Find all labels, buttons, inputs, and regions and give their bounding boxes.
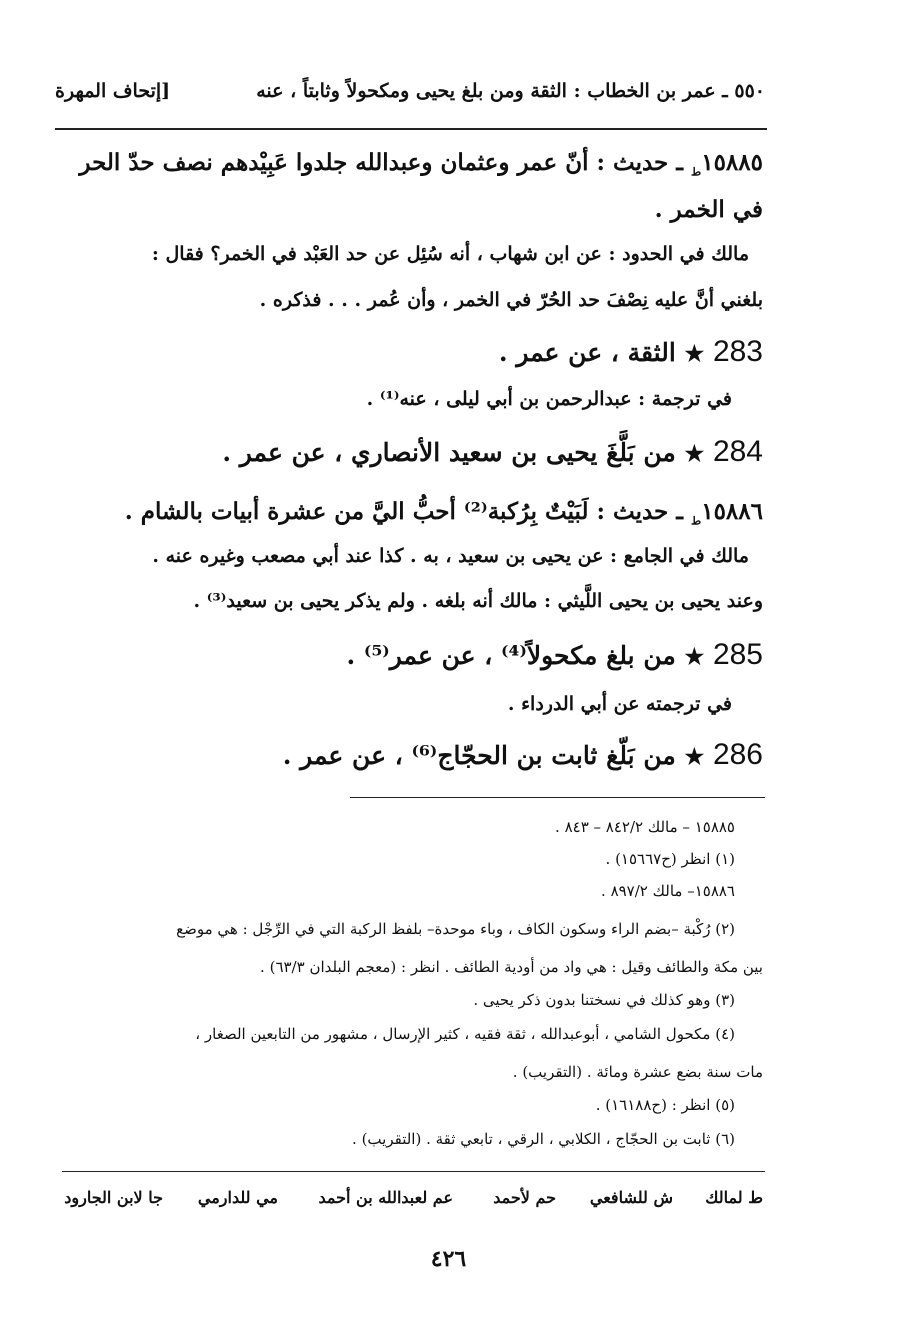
footnote-line: مات سنة بضع عشرة ومائة . (التقريب) . [512, 1063, 763, 1081]
header-book-title: [إتحاف المهرة [55, 80, 171, 102]
footnote-line: بين مكة والطائف وقيل : هي واد من أودية الطائف . انظر : (معجم البلدان ٦٣/٣) . [260, 958, 763, 976]
symbol-shafii: ش للشافعي [589, 1188, 673, 1207]
symbol-abdullah: عم لعبدالله بن أحمد [318, 1188, 453, 1207]
footnote-divider [350, 797, 765, 798]
star-icon: ★ [684, 341, 705, 367]
symbols-divider [62, 1171, 765, 1172]
source-marker: ط [691, 514, 702, 528]
footnote-line: (١) انظر (ح١٥٦٦٧) . [605, 850, 735, 868]
hadith-15885-body-line: مالك في الحدود : عن ابن شهاب ، أنه سُئِل عن حد العَبْد في الخمر؟ فقال : [151, 243, 749, 265]
footnote-line: (٥) انظر : (ح١٦١٨٨) . [595, 1096, 735, 1114]
symbol-ibn-jarud: جا لابن الجارود [64, 1188, 163, 1207]
entry-285-translation: في ترجمته عن أبي الدرداء . [507, 693, 732, 715]
hadith-15885-heading [55, 148, 763, 180]
source-symbols-bar [55, 1188, 763, 1214]
star-entry-283 [55, 335, 763, 369]
hadith-number: ١٥٨٨٦ [701, 498, 763, 525]
hadith-15885-body-line: بلغني أنَّ عليه نِصْفَ حد الحُرّ في الخمر ، وأن عُمر . . . فذكره . [259, 289, 763, 311]
footnote-line: (٦) ثابت بن الحجّاج ، الكلابي ، الرقي ، تابعي ثقة . (التقريب) . [352, 1130, 735, 1148]
entry-text: من بَلّغ ثابت بن الحجّاج⁽⁶⁾ ، عن عمر . [282, 741, 676, 770]
footnote-line: (٢) رُكْبة –بضم الراء وسكون الكاف ، وباء موحدة– بلفظ الركبة التي في الرِّجْل : هي موضع [176, 920, 735, 938]
footnote-line: ١٥٨٨٦– مالك ٨٩٧/٢ . [601, 882, 735, 900]
entry-text: من بلغ مكحولاً⁽⁴⁾ ، عن عمر⁽⁵⁾ . [346, 641, 676, 670]
star-icon: ★ [684, 744, 705, 770]
entry-text: من بَلَّغَ يحيى بن سعيد الأنصاري ، عن عمر . [222, 438, 676, 467]
star-entry-285 [55, 638, 763, 672]
symbol-malik: ط لمالك [705, 1188, 763, 1207]
symbol-ahmad: حم لأحمد [493, 1188, 556, 1207]
running-header [55, 80, 765, 110]
header-title: ٥٥٠ ـ عمر بن الخطاب : الثقة ومن بلغ يحيى ومكحولاً وثابتاً ، عنه [256, 80, 765, 102]
hadith-15886-heading [55, 497, 763, 529]
hadith-15885-heading-cont: في الخمر . [654, 196, 763, 223]
page-number: ٤٢٦ [430, 1246, 467, 1272]
star-entry-284 [55, 435, 763, 469]
entry-number: 286 [712, 738, 763, 771]
symbol-darimi: مي للدارمي [197, 1188, 278, 1207]
hadith-15886-body-line: وعند يحيى بن يحيى اللَّيثي : مالك أنه بلغه . ولم يذكر يحيى بن سعيد⁽³⁾ . [193, 590, 763, 612]
footnote-line: ١٥٨٨٥ – مالك ٨٤٢/٢ – ٨٤٣ . [555, 818, 735, 836]
entry-number: 285 [712, 638, 763, 671]
footnote-line: (٤) مكحول الشامي ، أبوعبدالله ، ثقة فقيه ، كثير الإرسال ، مشهور من التابعين الصغار ، [195, 1025, 735, 1043]
hadith-15886-body-line: مالك في الجامع : عن يحيى بن سعيد ، به . كذا عند أبي مصعب وغيره عنه . [152, 545, 749, 567]
entry-283-translation: في ترجمة : عبدالرحمن بن أبي ليلى ، عنه⁽¹⁾ . [366, 388, 732, 410]
header-divider [55, 128, 767, 130]
star-icon: ★ [684, 644, 705, 670]
entry-number: 284 [712, 435, 763, 468]
entry-text: الثقة ، عن عمر . [498, 338, 676, 367]
hadith-text: ـ حديث : لَبَيْتٌ بِرُكبة⁽²⁾ أحبُّ اليَّ من عشرة أبيات بالشام . [124, 498, 684, 525]
star-icon: ★ [684, 441, 705, 467]
footnote-line: (٣) وهو كذلك في نسختنا بدون ذكر يحيى . [473, 991, 735, 1009]
entry-number: 283 [712, 335, 763, 368]
hadith-text: ـ حديث : أنّ عمر وعثمان وعبدالله جلدوا عَبِيْدهم نصف حدّ الحر [79, 149, 684, 176]
hadith-number: ١٥٨٨٥ [701, 149, 763, 176]
source-marker: ط [691, 165, 702, 179]
star-entry-286 [55, 738, 763, 772]
